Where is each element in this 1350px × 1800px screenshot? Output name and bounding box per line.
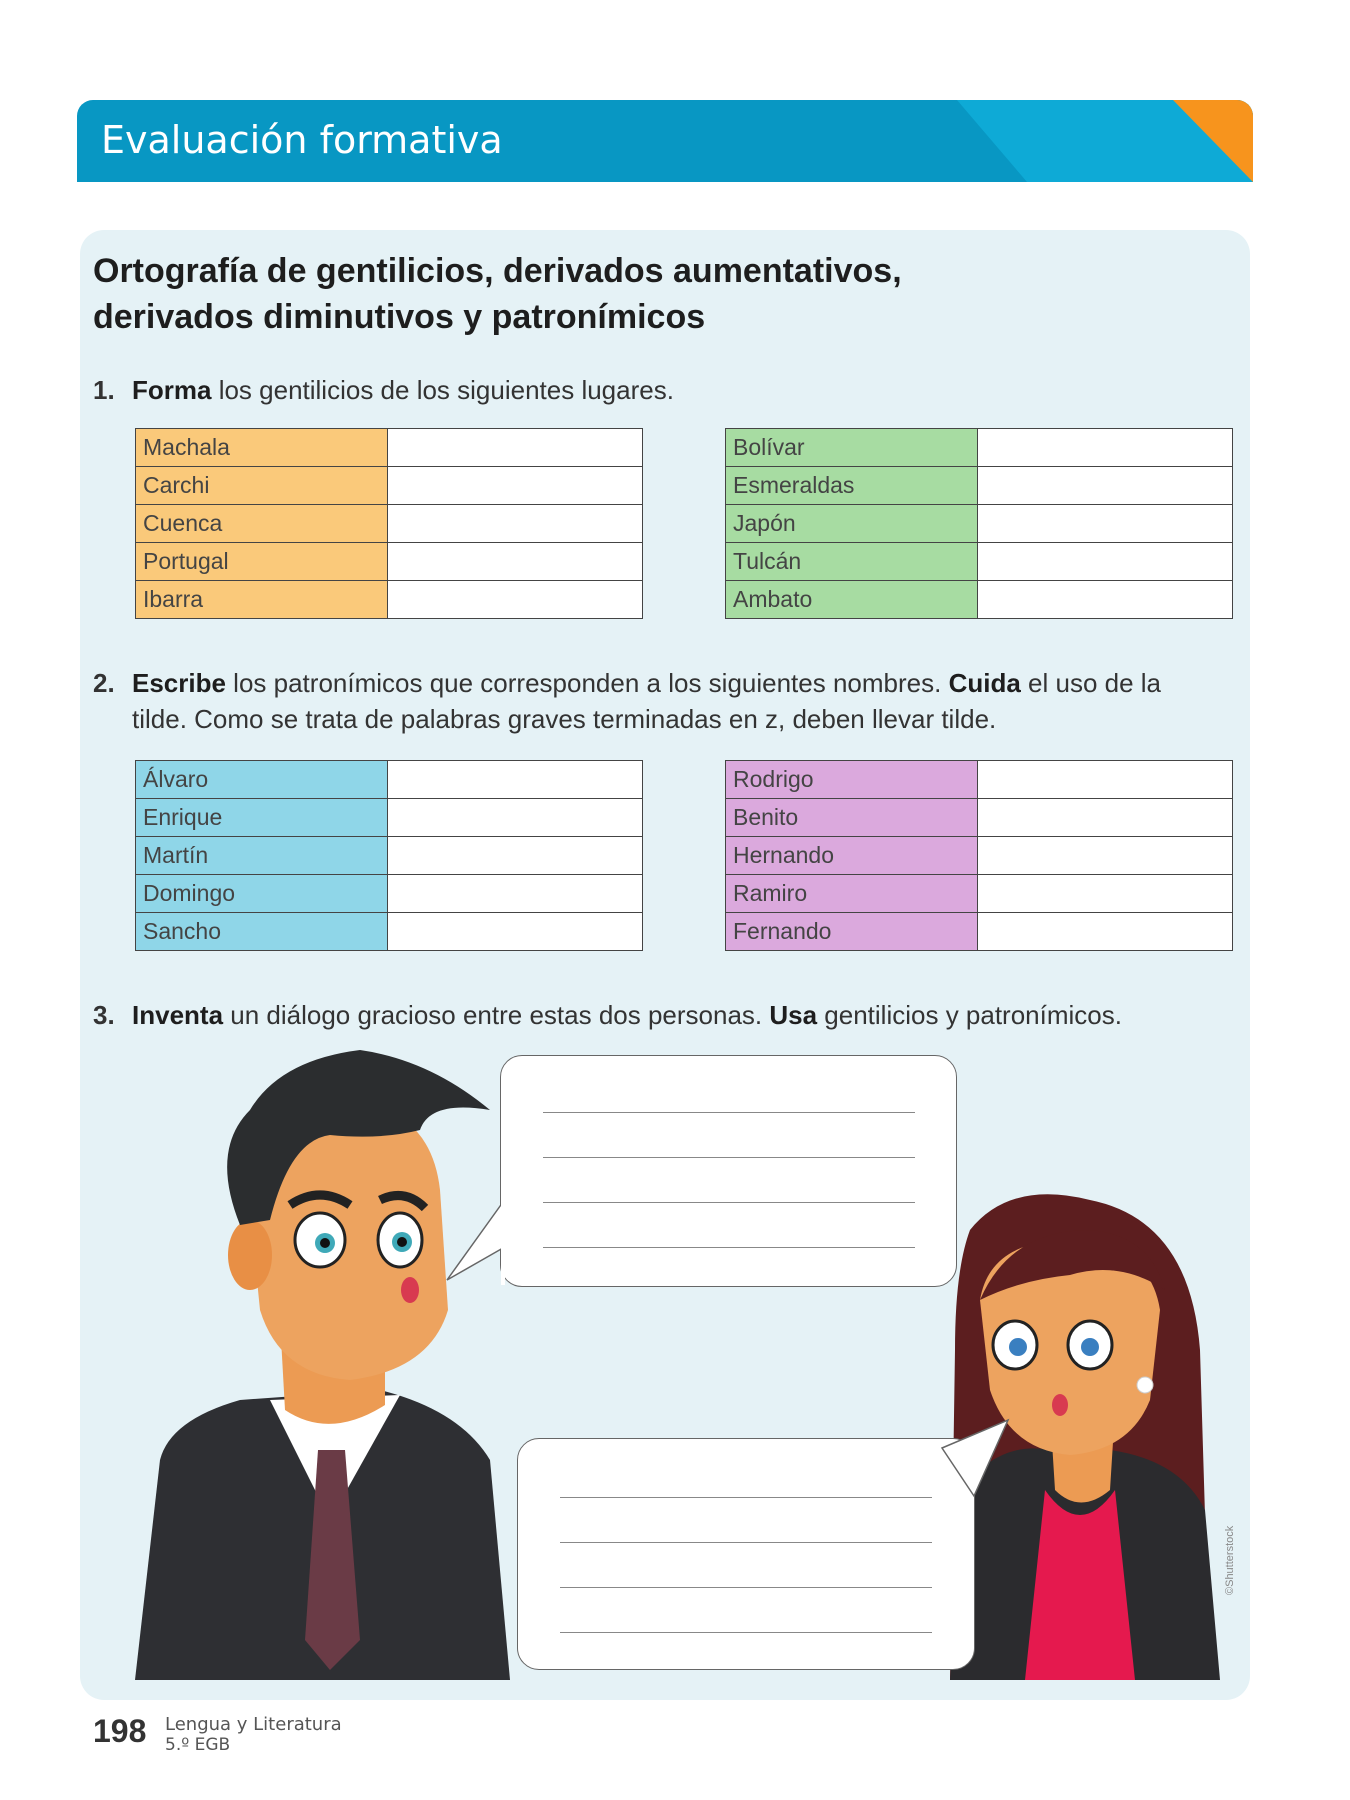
- dua-title: DUA: [1048, 10, 1106, 40]
- table-row: [136, 429, 643, 467]
- table-row: [136, 761, 643, 799]
- name-cell: Domingo: [136, 875, 388, 913]
- place-cell: Tulcán: [726, 543, 978, 581]
- question-verb: Inventa: [132, 1000, 224, 1030]
- question-verb: Escribe: [132, 668, 226, 698]
- page-title: Evaluación formativa: [101, 118, 503, 162]
- place-cell: Cuenca: [136, 505, 388, 543]
- footer-grade: 5.º EGB: [165, 1735, 231, 1755]
- answer-field[interactable]: [977, 799, 1232, 837]
- name-cell: Fernando: [726, 913, 978, 951]
- answer-field[interactable]: [977, 467, 1232, 505]
- table-row: [726, 543, 1233, 581]
- place-cell: Ambato: [726, 581, 978, 619]
- answer-field[interactable]: [977, 837, 1232, 875]
- table-row: [726, 429, 1233, 467]
- bubble-tail-bottom: [940, 1418, 1010, 1498]
- table-row: [136, 543, 643, 581]
- name-cell: Álvaro: [136, 761, 388, 799]
- answer-field[interactable]: [387, 799, 642, 837]
- place-cell: Carchi: [136, 467, 388, 505]
- question-1: [93, 372, 674, 408]
- name-cell: Benito: [726, 799, 978, 837]
- section-title: [93, 248, 1093, 340]
- table-row: [726, 505, 1233, 543]
- gentilicios-table-left: [135, 428, 643, 619]
- name-cell: Sancho: [136, 913, 388, 951]
- dua-subtitle: Acción y expresión: [976, 44, 1178, 69]
- answer-field[interactable]: [387, 837, 642, 875]
- answer-field[interactable]: [387, 875, 642, 913]
- writing-line[interactable]: [543, 1202, 915, 1203]
- bubble-tail-top: [445, 1200, 505, 1285]
- question-2: [93, 665, 1213, 737]
- name-cell: Martín: [136, 837, 388, 875]
- speech-bubble-top[interactable]: [500, 1055, 957, 1287]
- section-title-line1: Ortografía de gentilicios, derivados aumentativos,: [93, 252, 902, 290]
- answer-field[interactable]: [977, 581, 1232, 619]
- table-row: [136, 799, 643, 837]
- answer-field[interactable]: [977, 875, 1232, 913]
- answer-field[interactable]: [387, 581, 642, 619]
- man-illustration: [130, 1040, 550, 1680]
- question-3: [93, 997, 1122, 1033]
- table-row: [136, 837, 643, 875]
- answer-field[interactable]: [977, 505, 1232, 543]
- answer-field[interactable]: [977, 913, 1232, 951]
- table-row: [136, 467, 643, 505]
- question-text: los patronímicos que corresponden a los siguientes nombres.: [225, 668, 949, 698]
- man-mouth: [401, 1277, 419, 1303]
- place-cell: Bolívar: [726, 429, 978, 467]
- question-number: 3.: [93, 1000, 115, 1030]
- writing-line[interactable]: [560, 1632, 932, 1633]
- writing-line[interactable]: [543, 1112, 915, 1113]
- woman-iris-left: [1009, 1338, 1027, 1356]
- answer-field[interactable]: [387, 913, 642, 951]
- question-number: 1.: [93, 375, 115, 405]
- question-text: un diálogo gracioso entre estas dos personas.: [223, 1000, 770, 1030]
- question-number: 2.: [93, 668, 115, 698]
- table-row: [136, 505, 643, 543]
- table-row: [726, 761, 1233, 799]
- name-cell: Rodrigo: [726, 761, 978, 799]
- page-number: 198: [93, 1713, 147, 1749]
- question-text-line2: tilde. Como se trata de palabras graves terminadas en z, deben llevar tilde.: [132, 704, 997, 734]
- place-cell: Portugal: [136, 543, 388, 581]
- writing-line[interactable]: [560, 1497, 932, 1498]
- answer-field[interactable]: [387, 761, 642, 799]
- table-row: [726, 581, 1233, 619]
- table-row: [726, 467, 1233, 505]
- patronimicos-table-left: [135, 760, 643, 951]
- answer-field[interactable]: [387, 467, 642, 505]
- image-credit: ©Shutterstock: [1224, 1525, 1236, 1595]
- man-pupil-right: [397, 1237, 407, 1247]
- speech-bubble-bottom[interactable]: [517, 1438, 975, 1670]
- writing-line[interactable]: [543, 1157, 915, 1158]
- name-cell: Enrique: [136, 799, 388, 837]
- table-row: [136, 875, 643, 913]
- header-bar: [77, 100, 1253, 182]
- answer-field[interactable]: [977, 429, 1232, 467]
- question-verb-2: Cuida: [948, 668, 1021, 698]
- place-cell: Machala: [136, 429, 388, 467]
- patronimicos-table-right: [725, 760, 1233, 951]
- table-row: [726, 875, 1233, 913]
- answer-field[interactable]: [977, 543, 1232, 581]
- writing-line[interactable]: [560, 1542, 932, 1543]
- man-ear: [228, 1220, 272, 1290]
- answer-field[interactable]: [387, 543, 642, 581]
- woman-earring: [1137, 1377, 1153, 1393]
- place-cell: Ibarra: [136, 581, 388, 619]
- table-row: [726, 837, 1233, 875]
- table-row: [726, 913, 1233, 951]
- table-row: [136, 913, 643, 951]
- question-text: los gentilicios de los siguientes lugares.: [211, 375, 674, 405]
- footer-subject: Lengua y Literatura: [165, 1714, 342, 1735]
- place-cell: Esmeraldas: [726, 467, 978, 505]
- woman-mouth: [1052, 1394, 1068, 1416]
- table-row: [136, 581, 643, 619]
- answer-field[interactable]: [977, 761, 1232, 799]
- section-title-line2: derivados diminutivos y patronímicos: [93, 298, 706, 336]
- question-text-2: gentilicios y patronímicos.: [817, 1000, 1122, 1030]
- name-cell: Hernando: [726, 837, 978, 875]
- answer-field[interactable]: [387, 505, 642, 543]
- question-text-2: el uso de la: [1020, 668, 1162, 698]
- question-verb-2: Usa: [769, 1000, 818, 1030]
- table-row: [726, 799, 1233, 837]
- name-cell: Ramiro: [726, 875, 978, 913]
- writing-line[interactable]: [543, 1247, 915, 1248]
- question-verb: Forma: [132, 375, 212, 405]
- writing-line[interactable]: [560, 1587, 932, 1588]
- place-cell: Japón: [726, 505, 978, 543]
- answer-field[interactable]: [387, 429, 642, 467]
- woman-iris-right: [1081, 1338, 1099, 1356]
- man-pupil-left: [320, 1238, 330, 1248]
- gentilicios-table-right: [725, 428, 1233, 619]
